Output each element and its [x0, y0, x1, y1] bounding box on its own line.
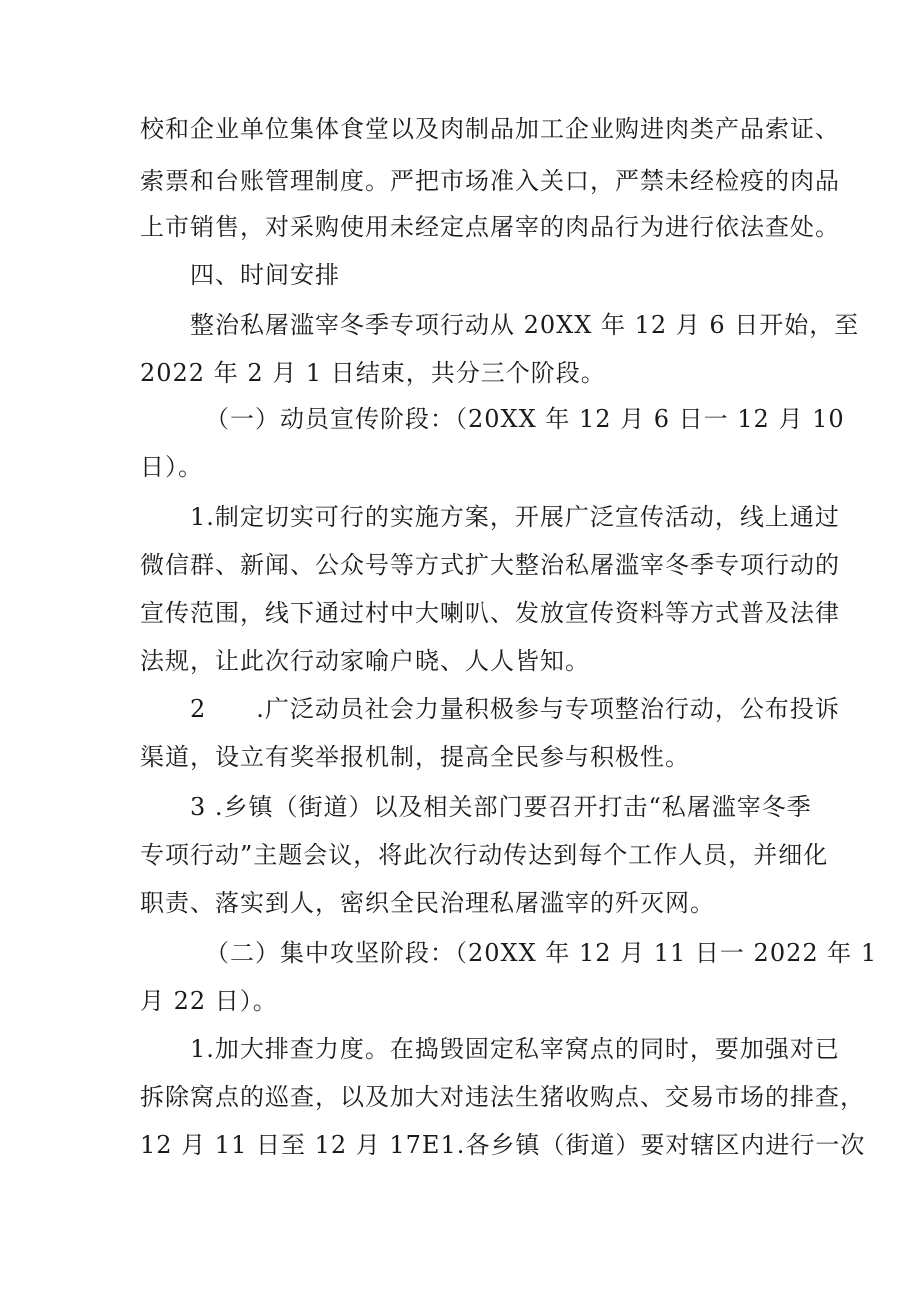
paragraph-line: 月 22 日）。 [140, 987, 278, 1015]
paragraph-line: 渠道，设立有奖举报机制，提高全民参与积极性。 [140, 743, 690, 771]
paragraph-line: 校和企业单位集体食堂以及肉制品加工企业购进肉类产品索证、 [140, 115, 840, 143]
paragraph-line: 法规，让此次行动家喻户晓、人人皆知。 [140, 647, 590, 675]
subsection-heading: （二）集中攻坚阶段：（20XX 年 12 月 11 日一 2022 年 1 [205, 939, 878, 967]
paragraph-line: 索票和台账管理制度。严把市场准入关口，严禁未经检疫的肉品 [140, 167, 840, 195]
paragraph-line: 1.制定切实可行的实施方案，开展广泛宣传活动，线上通过 [190, 503, 840, 531]
paragraph-line: 3 .乡镇（街道）以及相关部门要召开打击“私屠滥宰冬季 [190, 793, 812, 821]
paragraph-line: 拆除窝点的巡查，以及加大对违法生猪收购点、交易市场的排查， [140, 1083, 865, 1111]
paragraph-line: 日）。 [140, 453, 203, 481]
subsection-heading: （一）动员宣传阶段：（20XX 年 12 月 6 日一 12 月 10 [205, 405, 845, 433]
paragraph-line: 12 月 11 日至 12 月 17E1.各乡镇（街道）要对辖区内进行一次 [140, 1131, 866, 1159]
paragraph-line: 2 .广泛动员社会力量积极参与专项整治行动，公布投诉 [190, 695, 840, 723]
paragraph-line: 宣传范围，线下通过村中大喇叭、发放宣传资料等方式普及法律 [140, 599, 840, 627]
paragraph-line: 专项行动”主题会议，将此次行动传达到每个工作人员，并细化 [140, 841, 829, 869]
paragraph-line: 2022 年 2 月 1 日结束，共分三个阶段。 [140, 359, 606, 387]
paragraph-line: 整治私屠滥宰冬季专项行动从 20XX 年 12 月 6 日开始，至 [190, 311, 860, 339]
paragraph-line: 1.加大排查力度。在捣毁固定私宰窝点的同时，要加强对已 [190, 1035, 840, 1063]
section-heading: 四、时间安排 [190, 261, 340, 289]
paragraph-line: 职责、落实到人，密织全民治理私屠滥宰的歼灭网。 [140, 889, 715, 917]
paragraph-line: 上市销售，对采购使用未经定点屠宰的肉品行为进行依法查处。 [140, 213, 840, 241]
paragraph-line: 微信群、新闻、公众号等方式扩大整治私屠滥宰冬季专项行动的 [140, 551, 840, 579]
